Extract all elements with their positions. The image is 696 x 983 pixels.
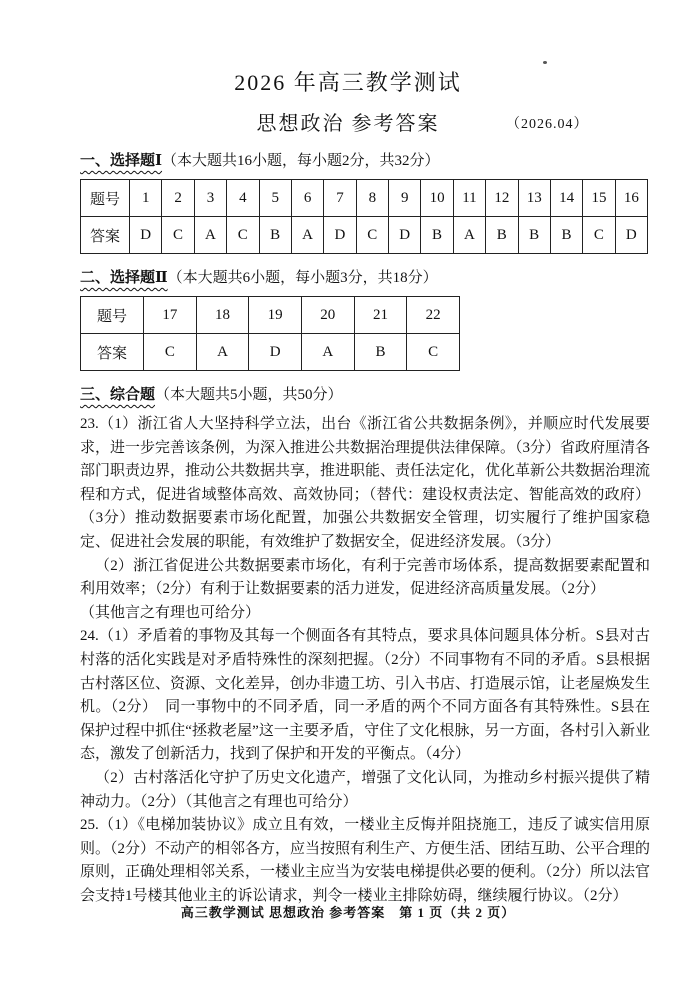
question-number-cell: 10 <box>421 180 453 217</box>
answer-cell: C <box>227 217 259 254</box>
section3-heading-row <box>80 383 650 404</box>
question-number-row <box>81 180 648 217</box>
answer-cell: C <box>144 334 197 371</box>
question-number-cell: 4 <box>227 180 259 217</box>
section1-note: （本大题共16小题，每小题2分，共32分） <box>162 153 440 169</box>
page-title: 2026 年高三教学测试 <box>234 70 462 95</box>
question-number-cell: 9 <box>389 180 421 217</box>
question-number-cell: 22 <box>407 297 460 334</box>
answer-cell: B <box>550 217 582 254</box>
answer-paragraph-25-1: 25.（1）《电梯加装协议》成立且有效，一楼业主反悔并阻挠施工，违反了诚实信用原则。（2分）不动产的相邻各方，应当按照有利生产、方便生活、团结互助、公平合理的原则，正确处理相邻关系，一楼业主应当为安装电梯提供必要的便利。（2分）所以法官会支持1号楼其他业主的诉讼请求，判令一楼业主排除妨碍，继续履行协议。（2分） <box>80 817 651 904</box>
answer-cell: D <box>130 217 162 254</box>
question-number-cell: 6 <box>291 180 323 217</box>
row-header-answers: 答案 <box>81 217 130 254</box>
page-footer: 高三教学测试 思想政治 参考答案 第 1 页（共 2 页） <box>180 905 516 920</box>
answer-paragraph-24-2: （2）古村落活化守护了历史文化遗产，增强了文化认同，为推动乡村振兴提供了精神动力。（2分）（其他言之有理也可给分） <box>80 769 650 810</box>
question-number-cell: 15 <box>583 180 615 217</box>
subtitle-row <box>0 107 696 137</box>
answer-cell: A <box>194 217 226 254</box>
answer-paragraph-23-2: （2）浙江省促进公共数据要素市场化，有利于完善市场体系，提高数据要素配置和利用效率；（2分）有利于让数据要素的活力迸发，促进经济高质量发展。（2分） <box>80 557 650 598</box>
question-number-cell: 13 <box>518 180 550 217</box>
section2-heading: 二、选择题Ⅱ <box>80 270 168 286</box>
answer-paragraph-24-1: 24.（1）矛盾着的事物及其每一个侧面各有其特点，要求具体问题具体分析。S县对古村落的活化实践是对矛盾特殊性的深刻把握。（2分）不同事物有不同的矛盾。S县根据古村落区位、资源、文化差异，创办非遗工坊、引入书店、打造展示馆，让老屋焕发生机。（2分） 同一事物中的不同矛盾，同一矛盾的两个不同方面各有其特殊性。S县在保护过程中抓住“拯救老屋”这一主要矛盾，守住了文化根脉，另一方面，各村引入新业态，激发了创新活力，找到了保护和开发的平衡点。（4分） <box>80 628 651 763</box>
answer-cell: D <box>615 217 647 254</box>
question-number-cell: 11 <box>453 180 485 217</box>
multiple-choice-table-1 <box>80 179 648 254</box>
answer-cell: C <box>356 217 388 254</box>
answer-row <box>81 334 460 371</box>
section1-heading-row <box>80 149 650 170</box>
exam-date: （2026.04） <box>506 117 589 132</box>
question-number-cell: 21 <box>354 297 407 334</box>
answer-cell: A <box>453 217 485 254</box>
question-number-cell: 20 <box>301 297 354 334</box>
page-subtitle: 思想政治 参考答案 <box>256 113 440 135</box>
question-number-cell: 8 <box>356 180 388 217</box>
answer-cell: D <box>389 217 421 254</box>
answer-paragraph-23-1: 23.（1）浙江省人大坚持科学立法，出台《浙江省公共数据条例》，并顺应时代发展要求，进一步完善该条例，为深入推进公共数据治理提供法律保障。（3分）省政府厘清各部门职责边界，推动公共数据共享，推进职能、责任法定化，优化革新公共数据治理流程和方式，促进省域整体高效、高效协同；（替代：建设权责法定、智能高效的政府）（3分）推动数据要素市场化配置，加强公共数据安全管理，切实履行了维护国家稳定、促进社会发展的职能，有效维护了数据安全，促进经济发展。（3分） <box>80 416 651 550</box>
ink-dot <box>543 61 547 64</box>
row-header-answers: 答案 <box>81 334 144 371</box>
question-number-cell: 14 <box>550 180 582 217</box>
answer-paragraph-23-note: （其他言之有理也可给分） <box>80 604 261 621</box>
answer-cell: A <box>196 334 249 371</box>
question-number-cell: 16 <box>615 180 647 217</box>
answer-cell: B <box>259 217 291 254</box>
question-number-cell: 3 <box>194 180 226 217</box>
answer-cell: C <box>407 334 460 371</box>
question-number-row <box>81 297 460 334</box>
answer-cell: A <box>301 334 354 371</box>
question-number-cell: 2 <box>162 180 194 217</box>
answer-cell: B <box>486 217 518 254</box>
section2-note: （本大题共6小题，每小题3分，共18分） <box>167 270 438 286</box>
section2-heading-row <box>80 266 650 287</box>
answer-row <box>81 217 648 254</box>
answer-cell: D <box>324 217 356 254</box>
answer-cell: C <box>583 217 615 254</box>
question-number-cell: 7 <box>324 180 356 217</box>
question-number-cell: 18 <box>196 297 249 334</box>
section1-heading: 一、选择题Ⅰ <box>80 153 163 169</box>
answer-cell: B <box>421 217 453 254</box>
content-area <box>80 149 650 908</box>
question-number-cell: 1 <box>130 180 162 217</box>
answer-cell: D <box>249 334 302 371</box>
section3-heading: 三、综合题 <box>80 387 156 403</box>
answer-cell: B <box>354 334 407 371</box>
row-header-numbers: 题号 <box>81 297 144 334</box>
answer-cell: A <box>291 217 323 254</box>
question-number-cell: 19 <box>249 297 302 334</box>
question-number-cell: 12 <box>486 180 518 217</box>
answer-cell: C <box>162 217 194 254</box>
question-number-cell: 17 <box>144 297 197 334</box>
section3-note: （本大题共5小题，共50分） <box>155 387 343 403</box>
row-header-numbers: 题号 <box>81 180 130 217</box>
multiple-choice-table-2 <box>80 296 460 371</box>
answer-cell: B <box>518 217 550 254</box>
question-number-cell: 5 <box>259 180 291 217</box>
